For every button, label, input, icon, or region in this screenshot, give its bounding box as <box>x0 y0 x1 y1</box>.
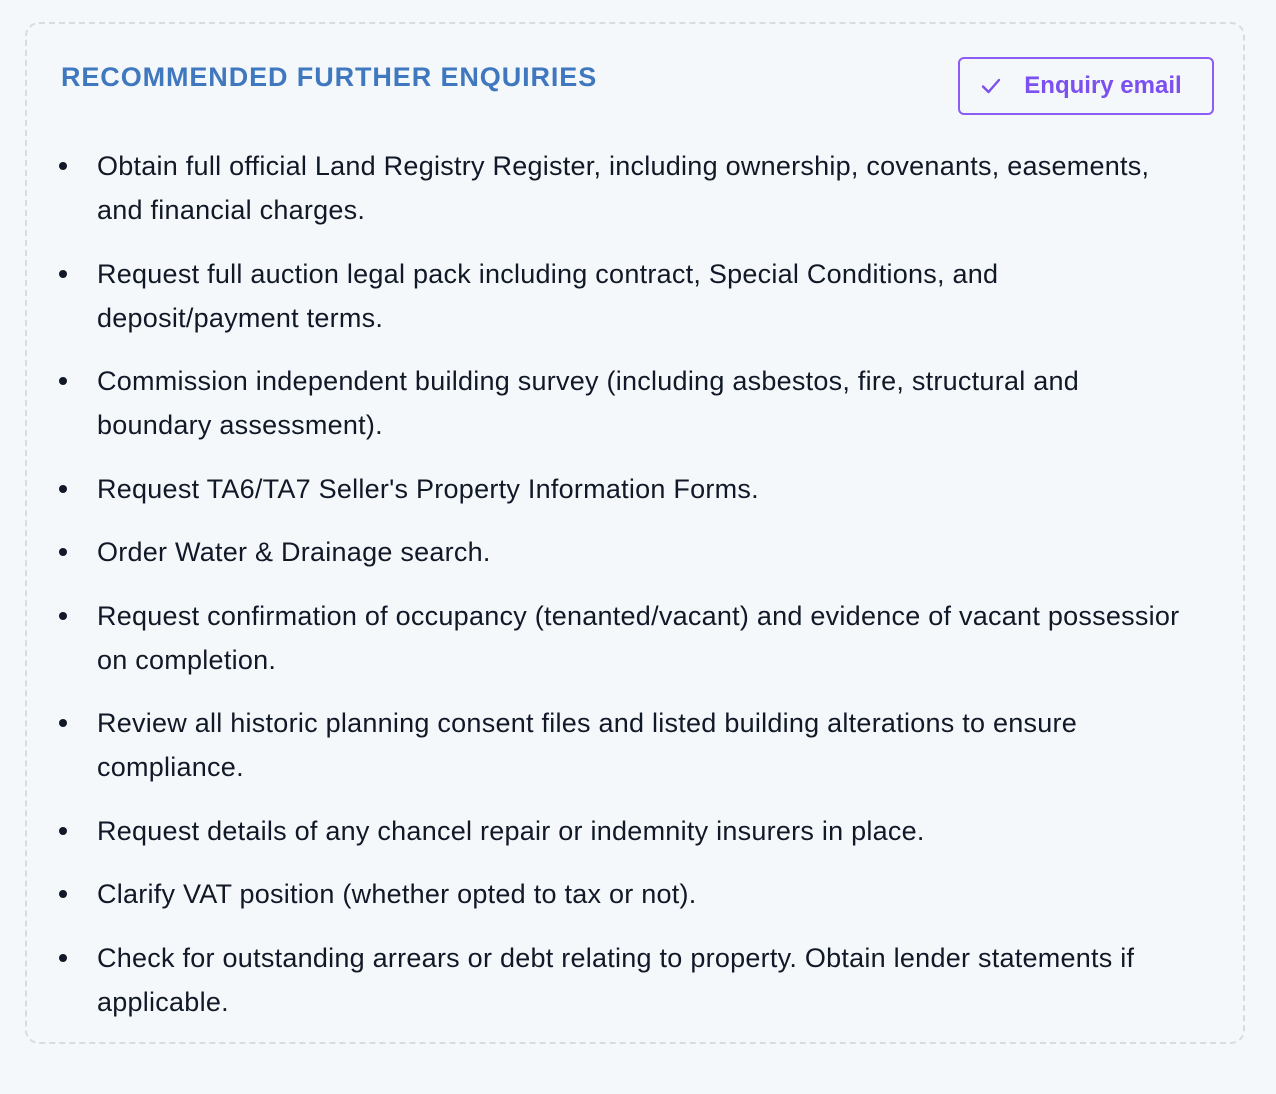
enquiry-email-button-label: Enquiry email <box>1024 72 1182 99</box>
enquiry-line: Obtain full official Land Registry Register, including ownership, covenants, easements, <box>97 151 1150 181</box>
enquiry-line: boundary assessment). <box>97 410 383 440</box>
enquiry-item <box>97 809 1245 853</box>
enquiry-line: Request confirmation of occupancy (tenanted/vacant) and evidence of vacant possessior <box>97 600 1180 631</box>
enquiry-line: Clarify VAT position (whether opted to tax or not). <box>97 879 697 909</box>
enquiry-item <box>97 936 1245 1024</box>
enquiry-item <box>97 872 1245 916</box>
enquiry-line: on completion. <box>97 644 277 675</box>
enquiry-item <box>97 144 1245 232</box>
recommended-enquiries-panel <box>25 22 1245 1044</box>
enquiry-line: compliance. <box>97 752 244 782</box>
enquiry-line: deposit/payment terms. <box>97 302 384 333</box>
panel-title: RECOMMENDED FURTHER ENQUIRIES <box>61 62 598 92</box>
check-icon <box>980 75 1002 97</box>
enquiry-line: Request TA6/TA7 Seller's Property Information Forms. <box>97 473 759 504</box>
enquiry-email-button[interactable] <box>958 57 1214 115</box>
enquiry-line: Commission independent building survey (including asbestos, fire, structural and <box>97 366 1080 396</box>
enquiry-item <box>97 594 1245 682</box>
enquiry-line: Check for outstanding arrears or debt relating to property. Obtain lender statements if <box>97 942 1135 973</box>
enquiry-item <box>97 359 1245 447</box>
enquiries-list <box>97 144 1245 1043</box>
enquiry-item <box>97 701 1245 789</box>
enquiry-line: Request details of any chancel repair or indemnity insurers in place. <box>97 815 925 846</box>
enquiry-line: Review all historic planning consent files and listed building alterations to ensure <box>97 708 1078 738</box>
enquiry-item <box>97 467 1245 511</box>
enquiry-line: Request full auction legal pack including contract, Special Conditions, and <box>97 258 999 289</box>
enquiry-line: and financial charges. <box>97 195 366 225</box>
enquiry-item <box>97 530 1245 574</box>
enquiry-line: Order Water & Drainage search. <box>97 537 491 567</box>
enquiry-item <box>97 252 1245 340</box>
enquiry-line: applicable. <box>97 986 229 1017</box>
